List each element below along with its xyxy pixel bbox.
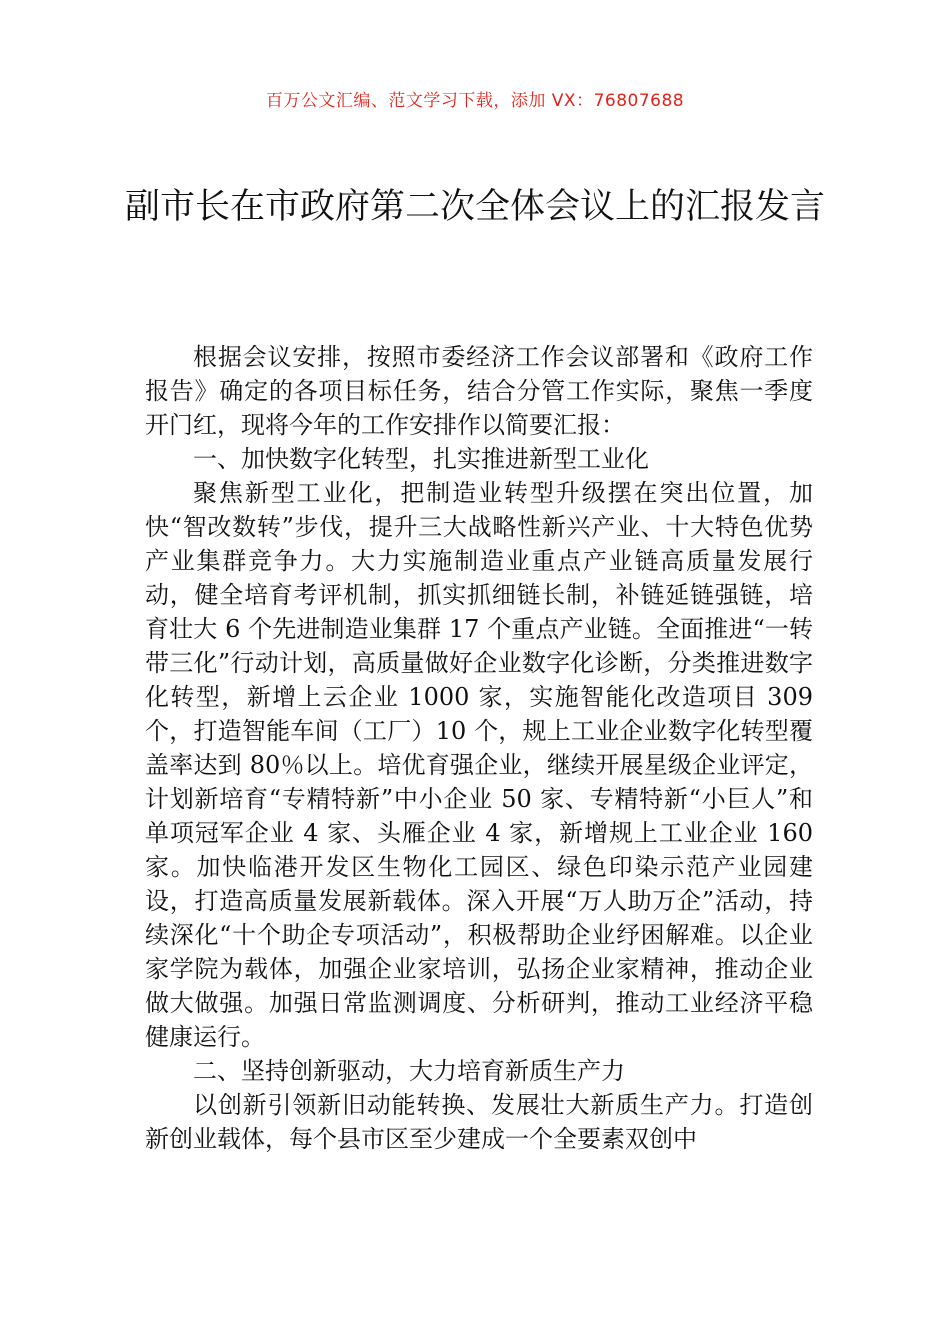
document-title: 副市长在市政府第二次全体会议上的汇报发言 <box>124 187 825 227</box>
section-heading-2: 二、坚持创新驱动，大力培育新质生产力 <box>193 1057 625 1085</box>
section-1-paragraph: 聚焦新型工业化，把制造业转型升级摆在突出位置，加快“智改数转”步伐，提升三大战略性新兴产业、十大特色优势产业集群竞争力。大力实施制造业重点产业链高质量发展行动，健全培育考评机制，抓实抓细链长制，补链延链强链，培育壮大 6 个先进制造业集群 17 个重点产业链。全面推进“一转带三化”行动计划，高质量做好企业数字化诊断，分类推进数字化转型，新增上云企业 1000 家，实施智能化改造项目 309 个，打造智能车间（工厂）10 个，规上工业企业数字化转型覆盖率达到 80％以上。培优育强企业，继续开展星级企业评定，计划新培育“专精特新”中小企业 50 家、专精特新“小巨人”和单项冠军企业 4 家、头雁企业 4 家，新增规上工业企业 160 家。加快临港开发区生物化工园区、绿色印染示范产业园建设，打造高质量发展新载体。深入开展“万人助万企”活动，持续深化“十个助企专项活动”，积极帮助企业纾困解难。以企业家学院为载体，加强企业家培训，弘扬企业家精神，推动企业做大做强。加强日常监测调度、分析研判，推动工业经济平稳健康运行。 <box>145 479 813 1051</box>
download-watermark-note: 百万公文汇编、范文学习下载，添加 VX：76807688 <box>265 91 685 111</box>
section-2-paragraph: 以创新引领新旧动能转换、发展壮大新质生产力。打造创新创业载体，每个县市区至少建成一个全要素双创中 <box>145 1091 813 1153</box>
document-body <box>145 340 813 1156</box>
section-heading-1: 一、加快数字化转型，扎实推进新型工业化 <box>193 445 649 473</box>
intro-paragraph: 根据会议安排，按照市委经济工作会议部署和《政府工作报告》确定的各项目标任务，结合分管工作实际，聚焦一季度开门红，现将今年的工作安排作以简要汇报： <box>145 343 813 439</box>
